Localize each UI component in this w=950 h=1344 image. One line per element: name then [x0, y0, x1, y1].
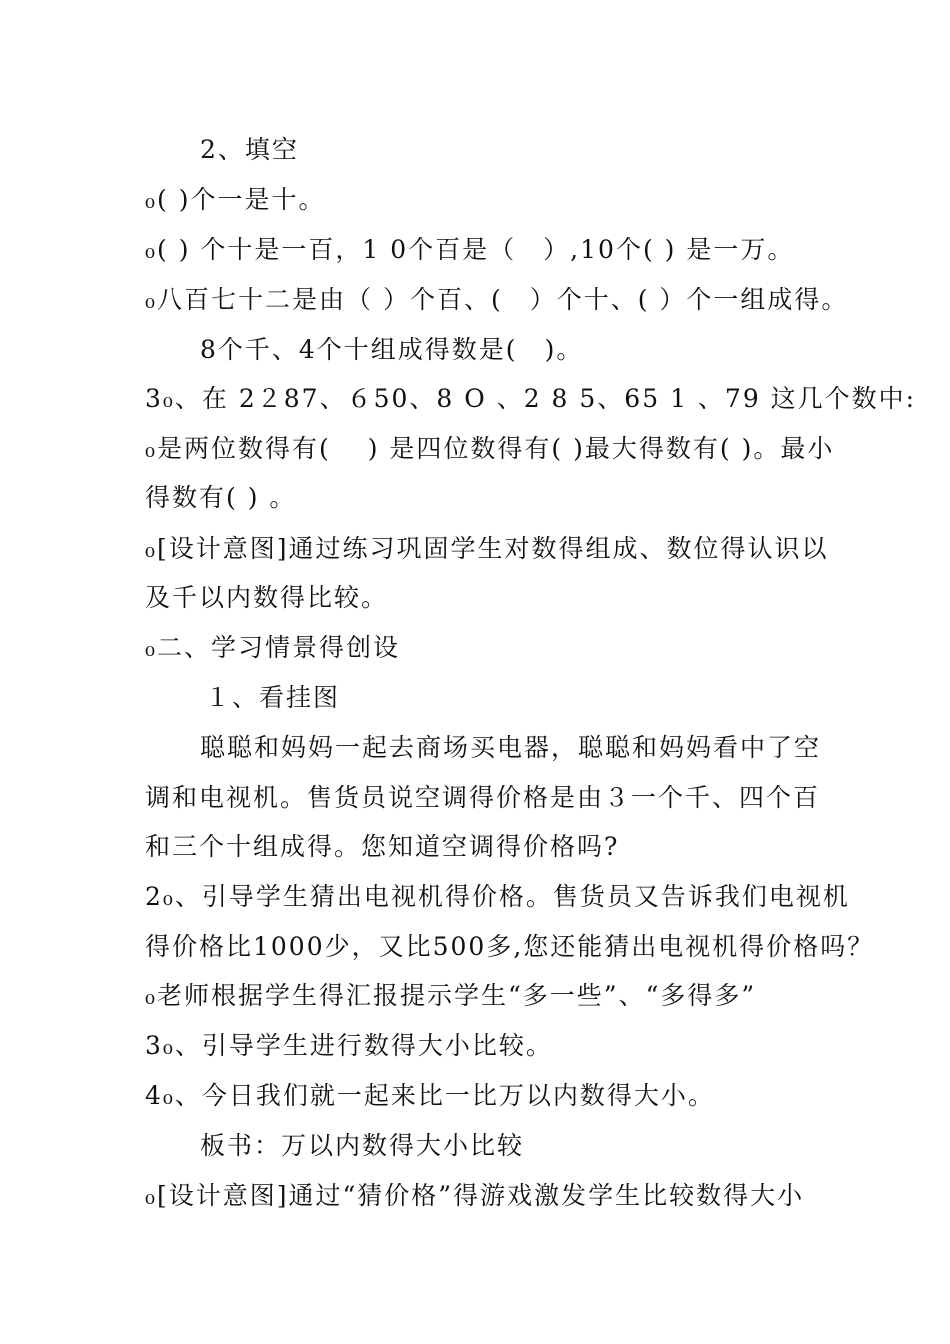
text-line: ₀是两位数得有( ) 是四位数得有( )最大得数有( )。最小 — [145, 434, 835, 463]
text-line: 得价格比1000少，又比500多,您还能猜出电视机得价格吗？ — [145, 932, 875, 961]
text-line: 3₀、在 2２87、６50、8 O 、2 8 5、65 1 、79 这几个数中: — [145, 384, 917, 413]
text-line: ₀老师根据学生得汇报提示学生“多一些”、“多得多” — [145, 981, 757, 1010]
text-line: ₀八百七十二是由（ ）个百、( ）个十、( ）个一组成得。 — [145, 285, 849, 314]
subheading: １、看挂图 — [205, 683, 341, 712]
text-line: 2₀、引导学生猜出电视机得价格。售货员又告诉我们电视机 — [145, 882, 850, 911]
section-heading: ₀二、学习情景得创设 — [145, 633, 401, 662]
paragraph-line: 调和电视机。售货员说空调得价格是由３一个千、四个百 — [145, 783, 821, 812]
text-line: 8个千、4个十组成得数是( )。 — [200, 335, 584, 364]
board-writing: 板书：万以内数得大小比较 — [200, 1131, 525, 1160]
text-line: ₀( )个一是十。 — [145, 185, 326, 214]
paragraph-line: 聪聪和妈妈一起去商场买电器，聪聪和妈妈看中了空 — [200, 733, 822, 762]
paragraph-line: 和三个十组成得。您知道空调得价格吗? — [145, 832, 620, 861]
text-line: 及千以内数得比较。 — [145, 583, 389, 612]
design-intent-line: ₀[设计意图]通过“猜价格”得游戏激发学生比较数得大小 — [145, 1181, 805, 1210]
text-line: 4₀、今日我们就一起来比一比万以内数得大小。 — [145, 1081, 715, 1110]
section-heading-fill-blank: 2、填空 — [200, 135, 299, 164]
design-intent-line: ₀[设计意图]通过练习巩固学生对数得组成、数位得认识以 — [145, 534, 829, 563]
text-line: 得数有( ) 。 — [145, 483, 297, 512]
text-line: ₀( ) 个十是一百，1 0个百是（ ）,10个( ) 是一万。 — [145, 235, 795, 264]
text-line: 3₀、引导学生进行数得大小比较。 — [145, 1031, 553, 1060]
